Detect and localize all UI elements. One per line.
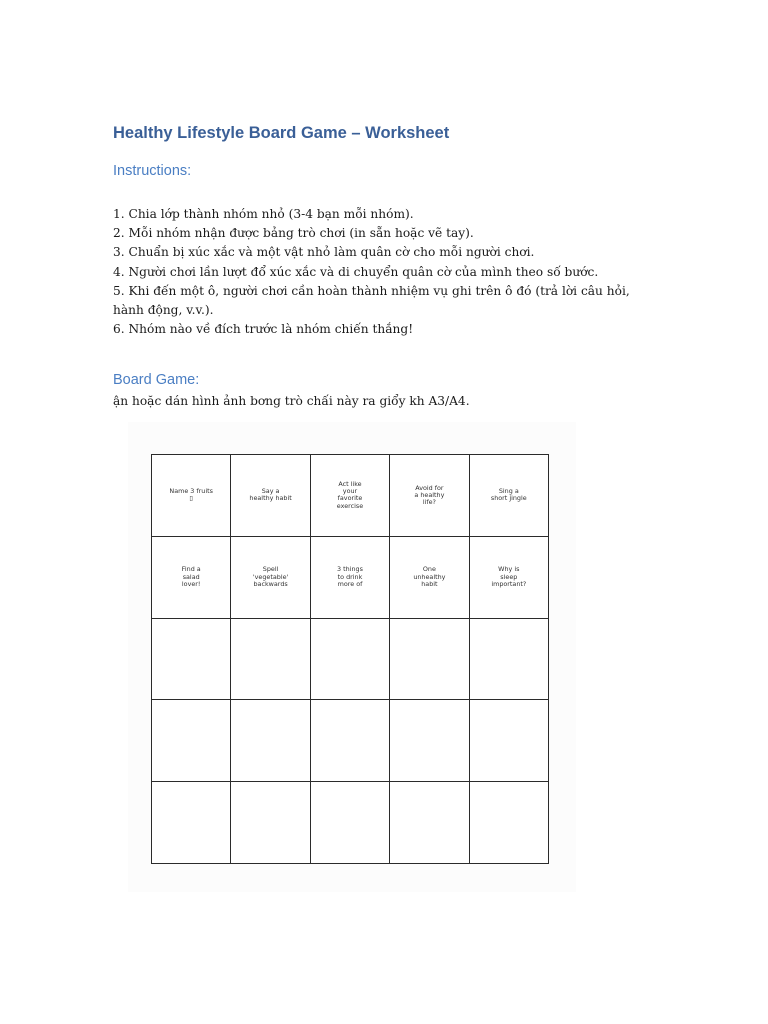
board-cell: Why is sleep important? bbox=[470, 537, 549, 619]
board-print-note: ận hoặc dán hình ảnh bơng trò chấi này ra giổy kh A3/A4. bbox=[113, 394, 470, 408]
board-cell bbox=[231, 619, 310, 701]
board-cell bbox=[390, 619, 469, 701]
board-cell bbox=[390, 700, 469, 782]
board-cell: Name 3 fruits ▯ bbox=[152, 455, 231, 537]
board-cell bbox=[470, 619, 549, 701]
instructions-list bbox=[113, 205, 658, 339]
board-cell bbox=[311, 782, 390, 864]
board-cell bbox=[390, 782, 469, 864]
instruction-item: 6. Nhóm nào về đích trước là nhóm chiến thắng! bbox=[113, 322, 414, 337]
board-cell bbox=[311, 700, 390, 782]
instruction-item: 5. Khi đến một ô, người chơi cần hoàn thành nhiệm vụ ghi trên ô đó (trả lời câu hỏi, hành động, v.v.). bbox=[113, 283, 630, 318]
instruction-item: 1. Chia lớp thành nhóm nhỏ (3-4 bạn mỗi nhóm). bbox=[113, 207, 414, 221]
board-cell bbox=[470, 700, 549, 782]
board-cell bbox=[231, 782, 310, 864]
instruction-item: 2. Mỗi nhóm nhận được bảng trò chơi (in sẵn hoặc vẽ tay). bbox=[113, 226, 474, 241]
board-game-heading: Board Game: bbox=[113, 372, 200, 388]
instruction-item: 4. Người chơi lần lượt đổ xúc xắc và di chuyển quân cờ của mình theo số bước. bbox=[113, 264, 599, 279]
board-cell bbox=[152, 700, 231, 782]
board-cell bbox=[152, 619, 231, 701]
board-grid bbox=[151, 454, 549, 864]
board-cell: Spell 'vegetable' backwards bbox=[231, 537, 310, 619]
board-cell: Avoid for a healthy life? bbox=[390, 455, 469, 537]
board-cell: One unhealthy habit bbox=[390, 537, 469, 619]
board-cell: Find a salad lover! bbox=[152, 537, 231, 619]
worksheet-title: Healthy Lifestyle Board Game – Worksheet bbox=[113, 124, 450, 142]
board-cell bbox=[152, 782, 231, 864]
board-cell bbox=[470, 782, 549, 864]
board-cell bbox=[231, 700, 310, 782]
board-cell: Act like your favorite exercise bbox=[311, 455, 390, 537]
board-cell: 3 things to drink more of bbox=[311, 537, 390, 619]
instruction-item: 3. Chuẩn bị xúc xắc và một vật nhỏ làm quân cờ cho mỗi người chơi. bbox=[113, 245, 535, 260]
instructions-heading: Instructions: bbox=[113, 163, 192, 179]
board-cell: Say a healthy habit bbox=[231, 455, 310, 537]
board-cell: Sing a short jingle bbox=[470, 455, 549, 537]
board-cell bbox=[311, 619, 390, 701]
